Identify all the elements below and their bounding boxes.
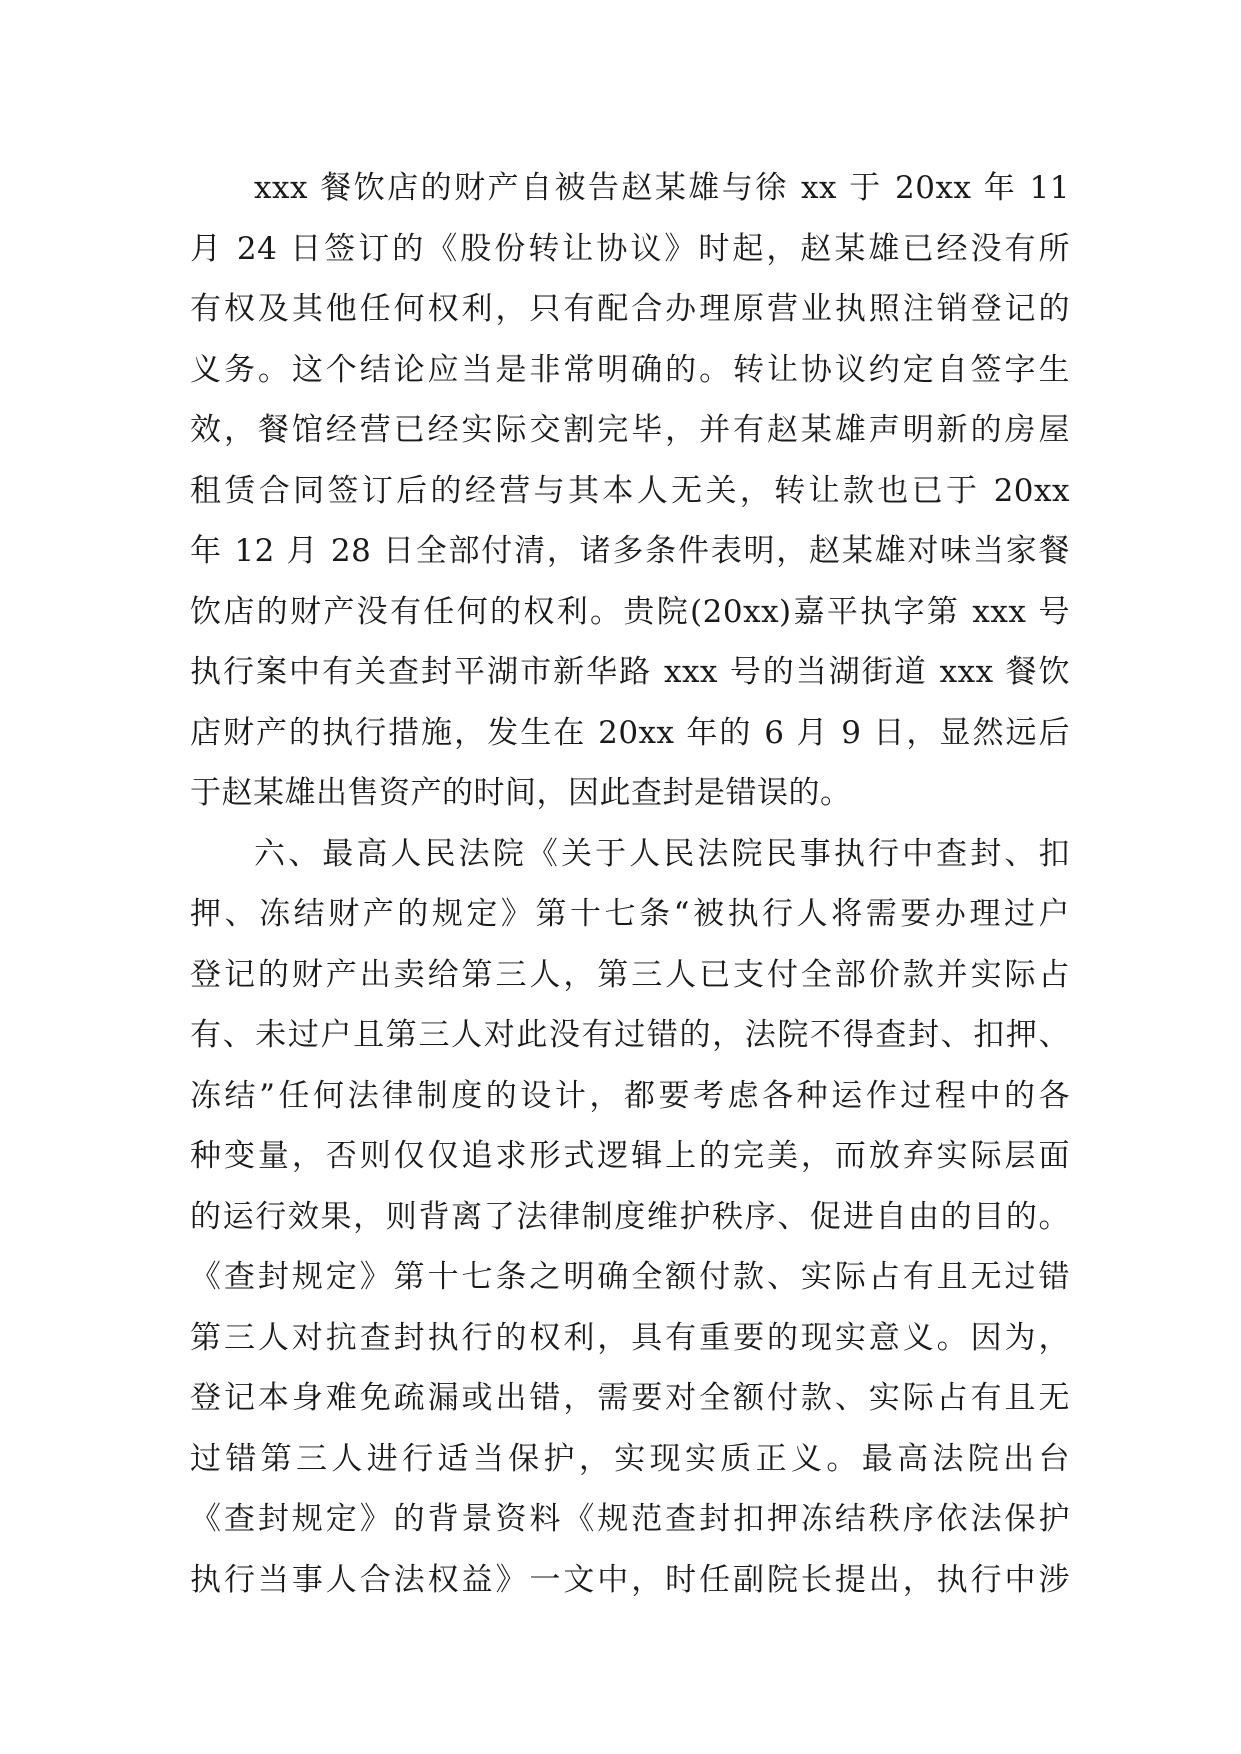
- paragraph-2-line-3: 登记的财产出卖给第三人，第三人已支付全部价款并实际占: [190, 956, 1070, 993]
- paragraph-1-line-4: 义务。这个结论应当是非常明确的。转让协议约定自签字生: [190, 351, 1070, 388]
- paragraph-2-line-4: 有、未过户且第三人对此没有过错的，法院不得查封、扣押、: [190, 1017, 1070, 1053]
- paragraph-2-line-6: 种变量，否则仅仅追求形式逻辑上的完美，而放弃实际层面: [190, 1138, 1070, 1174]
- paragraph-2-line-8: 《查封规定》第十七条之明确全额付款、实际占有且无过错: [190, 1259, 1070, 1295]
- paragraph-2-line-7: 的运行效果，则背离了法律制度维护秩序、促进自由的目的。: [190, 1198, 1070, 1235]
- paragraph-1-line-5: 效，餐馆经营已经实际交割完毕，并有赵某雄声明新的房屋: [190, 412, 1070, 448]
- paragraph-2-line-9: 第三人对抗查封执行的权利，具有重要的现实意义。因为，: [190, 1319, 1070, 1356]
- paragraph-1-line-7: 年 12 月 28 日全部付清，诸多条件表明，赵某雄对味当家餐: [190, 533, 1070, 569]
- paragraph-1-line-2: 月 24 日签订的《股份转让协议》时起，赵某雄已经没有所: [190, 230, 1070, 267]
- paragraph-1-line-1: xxx 餐饮店的财产自被告赵某雄与徐 xx 于 20xx 年 11: [254, 170, 1070, 206]
- paragraph-2-line-1: 六、最高人民法院《关于人民法院民事执行中查封、扣: [254, 835, 1070, 872]
- paragraph-1-line-6: 租赁合同签订后的经营与其本人无关，转让款也已于 20xx: [190, 472, 1070, 509]
- paragraph-1-line-11: 于赵某雄出售资产的时间，因此查封是错误的。: [190, 775, 852, 811]
- paragraph-2-line-11: 过错第三人进行适当保护，实现实质正义。最高法院出台: [190, 1440, 1070, 1477]
- paragraph-2-line-5: 冻结”任何法律制度的设计，都要考虑各种运作过程中的各: [190, 1077, 1070, 1114]
- paragraph-2-line-10: 登记本身难免疏漏或出错，需要对全额付款、实际占有且无: [190, 1380, 1070, 1416]
- paragraph-1-line-10: 店财产的执行措施，发生在 20xx 年的 6 月 9 日，显然远后: [190, 714, 1070, 751]
- paragraph-1-line-9: 执行案中有关查封平湖市新华路 xxx 号的当湖街道 xxx 餐饮: [190, 654, 1070, 690]
- paragraph-1-line-8: 饮店的财产没有任何的权利。贵院(20xx)嘉平执字第 xxx 号: [190, 593, 1070, 630]
- body-text: [190, 158, 1070, 1610]
- paragraph-1-line-3: 有权及其他任何权利，只有配合办理原营业执照注销登记的: [190, 291, 1070, 327]
- paragraph-2-line-12: 《查封规定》的背景资料《规范查封扣押冻结秩序依法保护: [190, 1501, 1070, 1537]
- paragraph-2-line-2: 押、冻结财产的规定》第十七条“被执行人将需要办理过户: [190, 896, 1070, 932]
- paragraph-2-line-13: 执行当事人合法权益》一文中，时任副院长提出，执行中涉: [190, 1561, 1070, 1598]
